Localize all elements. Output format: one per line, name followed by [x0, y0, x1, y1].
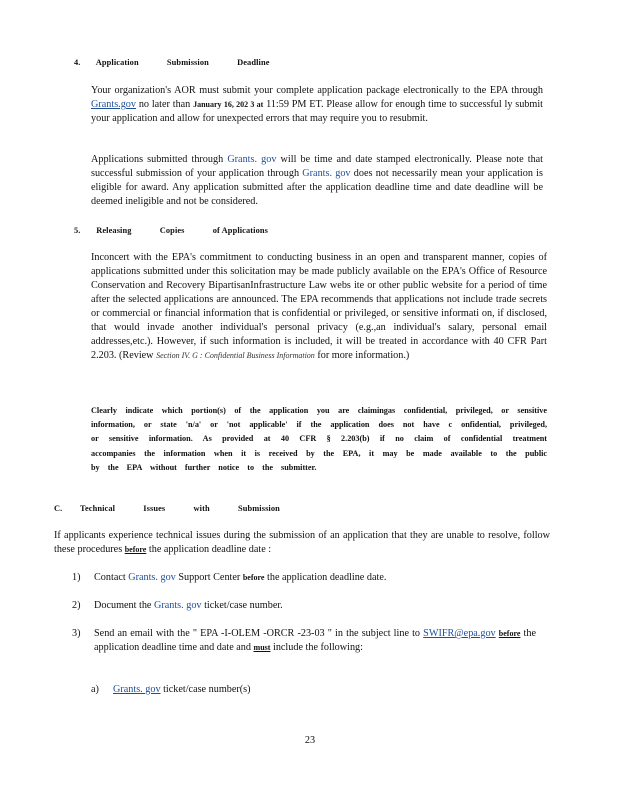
list-item: 1) Contact Grants. gov Support Center before the application deadline date.	[72, 572, 387, 583]
heading-word: of Applications	[212, 226, 268, 235]
grants-gov-link[interactable]: Grants.gov	[91, 99, 136, 110]
heading-word: Submission	[166, 58, 209, 67]
sub-list-item: a) Grants. gov ticket/case number(s)	[91, 684, 251, 695]
list-item: 2) Document the Grants. gov ticket/case number.	[72, 600, 283, 611]
heading-word: Copies	[159, 226, 185, 235]
cross-reference: Section IV. G : Confidential Business Information	[156, 351, 315, 360]
grants-gov-link[interactable]: Grants. gov	[227, 154, 277, 165]
section-number: 4.	[74, 58, 81, 67]
section-c-heading	[54, 504, 280, 513]
heading-word: with	[193, 504, 210, 513]
section-letter: C.	[54, 504, 63, 513]
grants-gov-link[interactable]: Grants. gov	[302, 168, 351, 179]
email-link[interactable]: SWIFR@epa.gov	[423, 628, 496, 639]
heading-word: Application	[95, 58, 139, 67]
heading-word: Issues	[143, 504, 166, 513]
page-number: 23	[304, 735, 316, 746]
deadline-paragraph: Your organization's AOR must submit your complete application package electronically to the EPA through Grants.gov no later than January 16, 202 3 at 11:59 PM ET. Please allow for enough time to successful ly submit your application and allow for unexpected errors that may require you to resubmit.	[91, 85, 543, 124]
list-item: 3) Send an email with the " EPA -I-OLEM -ORCR -23-03 " in the subject line to SWIFR@epa.gov before the application deadline time and date and must include the following:	[72, 628, 536, 653]
deadline-date: January 16, 202 3 at	[193, 100, 264, 109]
heading-word: Technical	[80, 504, 116, 513]
section-5-heading	[74, 226, 268, 235]
heading-word: Releasing	[96, 226, 132, 235]
grants-gov-link[interactable]: Grants. gov	[153, 600, 202, 611]
grants-gov-link[interactable]: Grants. gov	[113, 684, 161, 695]
release-paragraph: Inconcert with the EPA's commitment to conducting business in an open and transparent manner, copies of applications submitted under this solicitation may be made publicly available on the EPA's Office of Resource Conservation and Recovery BipartisanInfrastructure Law webs ite or other public website for a period of time after the selected applications are announced. The EPA recommends that applications not include trade secrets or commercial or financial information that is confidential or privileged, or sensitive informati on, if disclosed, that would invade another individual's personal privacy (e.g.,an individual's salary, personal email addresses,etc.). However, if such information is included, it will be treated in accordance with 40 CFR Part 2.203. (Review Section IV. G : Confidential Business Information for more information.)	[91, 252, 547, 361]
confidentiality-paragraph: Clearly indicate which portion(s) of the application you are claimingas confidential, privileged, or sensitive information, or state 'n/a' or 'not applicable' if the application does not have c onfidential, privileged, or sensitive information. As provided at 40 CFR § 2.203(b) if no claim of confidential treatment accompanies the information when it is received by the EPA, it may be made available to the public by the EPA without further notice to the submitter.	[91, 406, 547, 472]
section-4-heading	[74, 58, 270, 67]
before-emphasis: before	[124, 545, 147, 554]
heading-word: Submission	[237, 504, 280, 513]
technical-issues-intro: If applicants experience technical issues during the submission of an application that they are unable to resolve, follow these procedures before the application deadline date :	[54, 530, 550, 555]
timestamp-paragraph: Applications submitted through Grants. gov will be time and date stamped electronically. Please note that successful submission of your application through Grants. gov does not necessarily mean your application is eligible for award. Any application submitted after the application deadline time and date deadline will be deemed ineligible and not be considered.	[91, 154, 544, 207]
section-number: 5.	[74, 226, 81, 235]
grants-gov-link[interactable]: Grants. gov	[128, 572, 176, 583]
heading-word: Deadline	[237, 58, 270, 67]
